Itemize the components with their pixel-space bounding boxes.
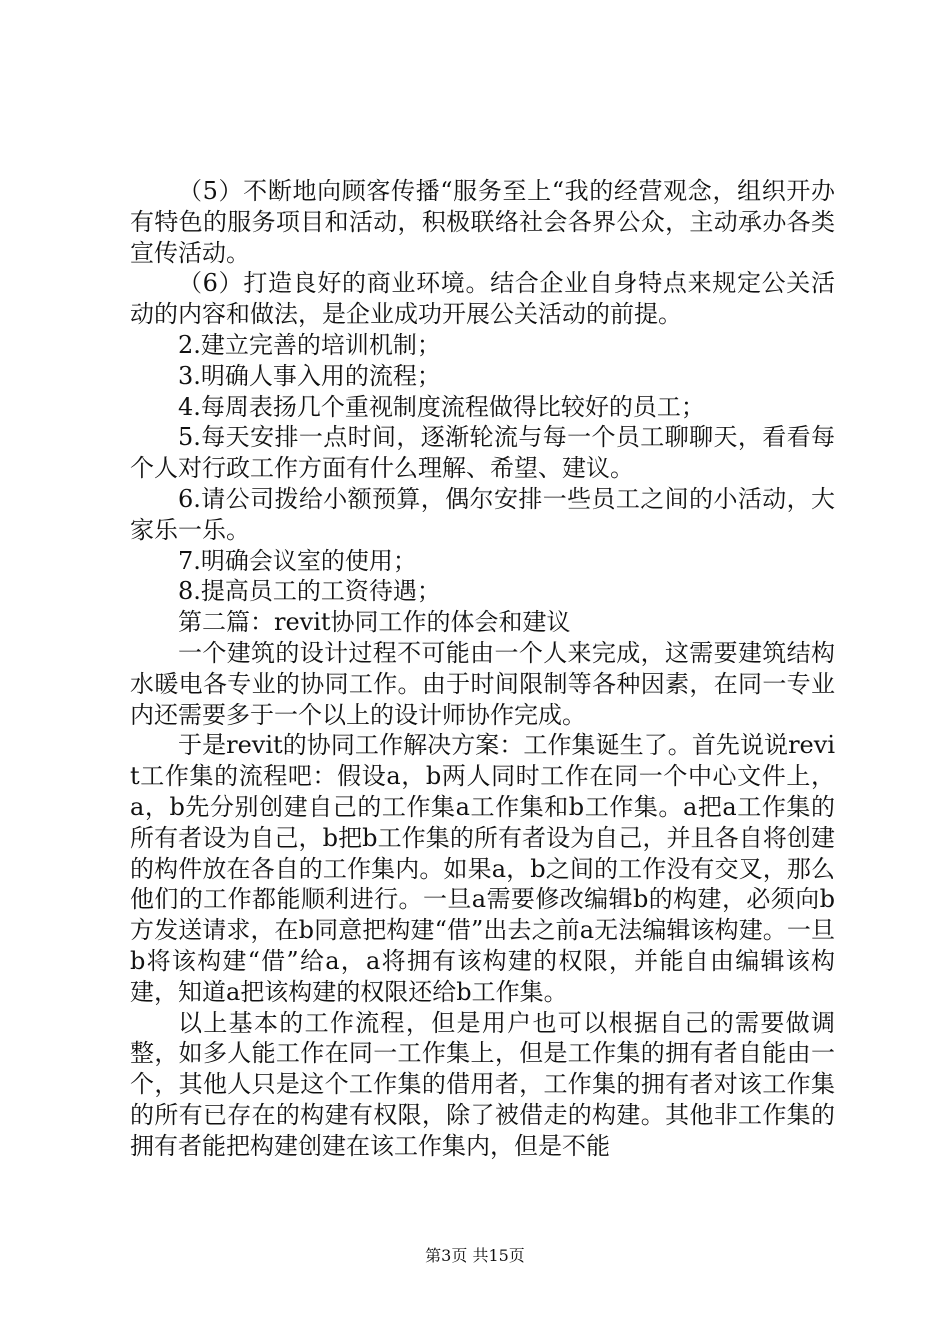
list-item-3-personnel: 3.明确人事入用的流程；: [178, 361, 441, 390]
paragraph-worksets-workflow: 于是revit的协同工作解决方案：工作集诞生了。首先说说revit工作集的流程吧：假设a，b两人同时工作在同一个中心文件上，a，b先分别创建自己的工作集a工作集和b工作集。a把a工作集的所有者设为自己，b把b工作集的所有者设为自己，并且各自将创建的构件放在各自的工作集内。如果a，b之间的工作没有交叉，那么他们的工作都能顺利进行。一旦a需要修改编辑b的构建，必须向b方发送请求，在b同意把构建“借”出去之前a无法编辑该构建。一旦b将该构建“借”给a，a将拥有该构建的权限，并能自由编辑该构建，知道a把该构建的权限还给b工作集。: [130, 731, 835, 1006]
page-footer: 第3页 共15页: [425, 1246, 525, 1265]
paragraph-6-business-environment: （6）打造良好的商业环境。结合企业自身特点来规定公关活动的内容和做法，是企业成功开展公关活动的前提。: [130, 269, 835, 329]
paragraph-worksets-adjustment: 以上基本的工作流程，但是用户也可以根据自己的需要做调整，如多人能工作在同一工作集上，但是工作集的拥有者自能由一个，其他人只是这个工作集的借用者，工作集的拥有者对该工作集的所有已存在的构建有权限，除了被借走的构建。其他非工作集的拥有者能把构建创建在该工作集内，但是不能: [130, 1008, 835, 1160]
list-item-7-meeting-room: 7.明确会议室的使用；: [178, 546, 417, 575]
list-item-2-training: 2.建立完善的培训机制；: [178, 330, 441, 359]
list-item-6-budget: 6.请公司拨给小额预算，偶尔安排一些员工之间的小活动，大家乐一乐。: [130, 484, 835, 544]
paragraph-collaboration-intro: 一个建筑的设计过程不可能由一个人来完成，这需要建筑结构水暖电各专业的协同工作。由于时间限制等各种因素，在同一专业内还需要多于一个以上的设计师协作完成。: [130, 638, 835, 729]
list-item-4-praise: 4.每周表扬几个重视制度流程做得比较好的员工；: [178, 392, 705, 421]
list-item-8-salary: 8.提高员工的工资待遇；: [178, 577, 441, 606]
body-text: [130, 176, 835, 1162]
list-item-5-chat: 5.每天安排一点时间，逐渐轮流与每一个员工聊聊天，看看每个人对行政工作方面有什么理解、希望、建议。: [130, 423, 835, 483]
section-heading-part-two: 第二篇：revit协同工作的体会和建议: [178, 608, 571, 637]
paragraph-5-publicity: （5）不断地向顾客传播“服务至上“我的经营观念，组织开办有特色的服务项目和活动，积极联络社会各界公众，主动承办各类宣传活动。: [130, 177, 835, 267]
